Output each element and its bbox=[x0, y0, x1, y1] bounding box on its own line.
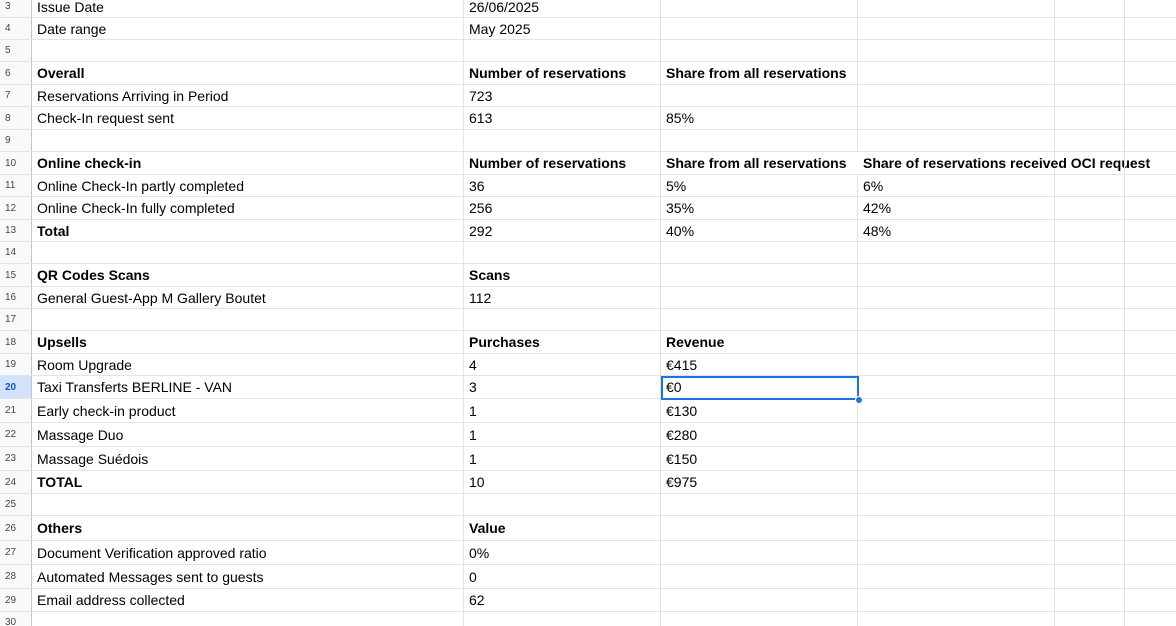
cell-d7[interactable] bbox=[858, 85, 1055, 106]
sheet-row-19 bbox=[0, 354, 1176, 376]
sheet-row-13 bbox=[0, 220, 1176, 242]
cell-b25[interactable] bbox=[464, 494, 661, 515]
cell-d10[interactable]: Share of reservations received OCI request bbox=[858, 152, 1055, 174]
sheet-row-18 bbox=[0, 331, 1176, 354]
cell-f6[interactable] bbox=[1125, 62, 1176, 84]
sheet-row-11 bbox=[0, 175, 1176, 197]
row-header[interactable]: 17 bbox=[0, 309, 32, 330]
cell-c27[interactable] bbox=[661, 541, 858, 564]
row-header[interactable]: 18 bbox=[0, 331, 32, 353]
row-header[interactable]: 29 bbox=[0, 589, 32, 611]
cell-f27[interactable] bbox=[1125, 541, 1176, 564]
sheet-row-22 bbox=[0, 423, 1176, 447]
cell-b21[interactable]: 1 bbox=[464, 399, 661, 422]
cell-b9[interactable] bbox=[464, 130, 661, 151]
cell-a17[interactable] bbox=[32, 309, 464, 330]
cell-a5[interactable] bbox=[32, 40, 464, 61]
cell-d5[interactable] bbox=[858, 40, 1055, 61]
row-header[interactable]: 16 bbox=[0, 287, 32, 308]
row-header[interactable]: 11 bbox=[0, 175, 32, 196]
cell-e23[interactable] bbox=[1055, 447, 1125, 470]
cell-e7[interactable] bbox=[1055, 85, 1125, 106]
cell-f22[interactable] bbox=[1125, 423, 1176, 446]
cell-e9[interactable] bbox=[1055, 130, 1125, 151]
cell-b30[interactable] bbox=[464, 612, 661, 626]
cell-f5[interactable] bbox=[1125, 40, 1176, 61]
cell-a18[interactable]: Upsells bbox=[32, 331, 464, 353]
cell-a23[interactable]: Massage Suédois bbox=[32, 447, 464, 470]
row-header[interactable]: 15 bbox=[0, 264, 32, 286]
cell-c9[interactable] bbox=[661, 130, 858, 151]
cell-c11[interactable]: 5% bbox=[661, 175, 858, 196]
fill-handle[interactable] bbox=[855, 396, 863, 404]
cell-d14[interactable] bbox=[858, 242, 1055, 263]
cell-e19[interactable] bbox=[1055, 354, 1125, 375]
cell-a8[interactable]: Check-In request sent bbox=[32, 107, 464, 129]
cell-f9[interactable] bbox=[1125, 130, 1176, 151]
row-header[interactable]: 12 bbox=[0, 197, 32, 219]
cell-d4[interactable] bbox=[858, 18, 1055, 39]
cell-b7[interactable]: 723 bbox=[464, 85, 661, 106]
cell-c16[interactable] bbox=[661, 287, 858, 308]
cell-a26[interactable]: Others bbox=[32, 516, 464, 540]
cell-c6[interactable]: Share from all reservations bbox=[661, 62, 858, 84]
cell-e20[interactable] bbox=[1055, 376, 1125, 398]
row-header[interactable]: 30 bbox=[0, 612, 32, 626]
row-header[interactable]: 9 bbox=[0, 130, 32, 151]
cell-c18[interactable]: Revenue bbox=[661, 331, 858, 353]
row-header[interactable]: 13 bbox=[0, 220, 32, 241]
cell-a9[interactable] bbox=[32, 130, 464, 151]
cell-a7[interactable]: Reservations Arriving in Period bbox=[32, 85, 464, 106]
cell-f28[interactable] bbox=[1125, 565, 1176, 588]
cell-e6[interactable] bbox=[1055, 62, 1125, 84]
cell-d9[interactable] bbox=[858, 130, 1055, 151]
cell-c30[interactable] bbox=[661, 612, 858, 626]
cell-e21[interactable] bbox=[1055, 399, 1125, 422]
cell-b26[interactable]: Value bbox=[464, 516, 661, 540]
cell-c5[interactable] bbox=[661, 40, 858, 61]
cell-a22[interactable]: Massage Duo bbox=[32, 423, 464, 446]
cell-f7[interactable] bbox=[1125, 85, 1176, 106]
cell-d21[interactable] bbox=[858, 399, 1055, 422]
cell-b17[interactable] bbox=[464, 309, 661, 330]
cell-b16[interactable]: 112 bbox=[464, 287, 661, 308]
cell-b12[interactable]: 256 bbox=[464, 197, 661, 219]
cell-e4[interactable] bbox=[1055, 18, 1125, 39]
sheet-row-28 bbox=[0, 565, 1176, 589]
cell-d20[interactable] bbox=[858, 376, 1055, 398]
cell-c24[interactable]: €975 bbox=[661, 471, 858, 493]
cell-b13[interactable]: 292 bbox=[464, 220, 661, 241]
cell-b14[interactable] bbox=[464, 242, 661, 263]
row-header[interactable]: 26 bbox=[0, 516, 32, 540]
cell-b19[interactable]: 4 bbox=[464, 354, 661, 375]
cell-f10[interactable] bbox=[1125, 152, 1176, 174]
row-header[interactable]: 7 bbox=[0, 85, 32, 106]
cell-f3[interactable] bbox=[1125, 0, 1176, 17]
cell-d12[interactable]: 42% bbox=[858, 197, 1055, 219]
cell-c21[interactable]: €130 bbox=[661, 399, 858, 422]
cell-f18[interactable] bbox=[1125, 331, 1176, 353]
cell-c25[interactable] bbox=[661, 494, 858, 515]
cell-a30[interactable] bbox=[32, 612, 464, 626]
cell-d19[interactable] bbox=[858, 354, 1055, 375]
sheet-row-23 bbox=[0, 447, 1176, 471]
sheet-row-26 bbox=[0, 516, 1176, 541]
cell-d6[interactable] bbox=[858, 62, 1055, 84]
cell-b23[interactable]: 1 bbox=[464, 447, 661, 470]
row-header[interactable]: 28 bbox=[0, 565, 32, 588]
cell-e13[interactable] bbox=[1055, 220, 1125, 241]
cell-e25[interactable] bbox=[1055, 494, 1125, 515]
sheet-row-24 bbox=[0, 471, 1176, 494]
cell-f15[interactable] bbox=[1125, 264, 1176, 286]
row-header[interactable]: 24 bbox=[0, 471, 32, 493]
cell-f29[interactable] bbox=[1125, 589, 1176, 611]
sheet-row-8 bbox=[0, 107, 1176, 130]
row-header[interactable]: 21 bbox=[0, 399, 32, 422]
cell-d27[interactable] bbox=[858, 541, 1055, 564]
cell-e16[interactable] bbox=[1055, 287, 1125, 308]
cell-b8[interactable]: 613 bbox=[464, 107, 661, 129]
cell-e29[interactable] bbox=[1055, 589, 1125, 611]
cell-e11[interactable] bbox=[1055, 175, 1125, 196]
cell-e10[interactable] bbox=[1055, 152, 1125, 174]
cell-e28[interactable] bbox=[1055, 565, 1125, 588]
sheet-row-17 bbox=[0, 309, 1176, 331]
sheet-row-3 bbox=[0, 0, 1176, 18]
cell-f16[interactable] bbox=[1125, 287, 1176, 308]
cell-e27[interactable] bbox=[1055, 541, 1125, 564]
cell-f20[interactable] bbox=[1125, 376, 1176, 398]
row-header[interactable]: 19 bbox=[0, 354, 32, 375]
cell-a27[interactable]: Document Verification approved ratio bbox=[32, 541, 464, 564]
cell-e22[interactable] bbox=[1055, 423, 1125, 446]
row-header[interactable]: 27 bbox=[0, 541, 32, 564]
sheet-row-16 bbox=[0, 287, 1176, 309]
sheet-row-20 bbox=[0, 376, 1176, 399]
cell-f21[interactable] bbox=[1125, 399, 1176, 422]
cell-a28[interactable]: Automated Messages sent to guests bbox=[32, 565, 464, 588]
cell-d26[interactable] bbox=[858, 516, 1055, 540]
cell-c22[interactable]: €280 bbox=[661, 423, 858, 446]
cell-a13[interactable]: Total bbox=[32, 220, 464, 241]
cell-e8[interactable] bbox=[1055, 107, 1125, 129]
row-header[interactable]: 8 bbox=[0, 107, 32, 129]
sheet-row-4 bbox=[0, 18, 1176, 40]
sheet-row-15 bbox=[0, 264, 1176, 287]
row-header[interactable]: 14 bbox=[0, 242, 32, 263]
cell-d8[interactable] bbox=[858, 107, 1055, 129]
cell-c10[interactable]: Share from all reservations bbox=[666, 155, 847, 171]
cell-b3[interactable]: 26/06/2025 bbox=[464, 0, 661, 17]
cell-b20[interactable]: 3 bbox=[464, 376, 661, 398]
cell-c26[interactable] bbox=[661, 516, 858, 540]
cell-e14[interactable] bbox=[1055, 242, 1125, 263]
row-header[interactable]: 3 bbox=[0, 0, 32, 17]
sheet-row-7 bbox=[0, 85, 1176, 107]
sheet-row-29 bbox=[0, 589, 1176, 612]
cell-d17[interactable] bbox=[858, 309, 1055, 330]
row-header[interactable]: 6 bbox=[0, 62, 32, 84]
cell-a3[interactable]: Issue Date bbox=[32, 0, 464, 17]
cell-f30[interactable] bbox=[1125, 612, 1176, 626]
cell-f13[interactable] bbox=[1125, 220, 1176, 241]
cell-e15[interactable] bbox=[1055, 264, 1125, 286]
cell-e18[interactable] bbox=[1055, 331, 1125, 353]
sheet-row-6 bbox=[0, 62, 1176, 85]
cell-d3[interactable] bbox=[858, 0, 1055, 17]
row-header[interactable]: 10 bbox=[0, 152, 32, 174]
cell-c13[interactable]: 40% bbox=[661, 220, 858, 241]
cell-d30[interactable] bbox=[858, 612, 1055, 626]
cell-b5[interactable] bbox=[464, 40, 661, 61]
cell-d22[interactable] bbox=[858, 423, 1055, 446]
cell-c4[interactable] bbox=[661, 18, 858, 39]
cell-e17[interactable] bbox=[1055, 309, 1125, 330]
cell-c29[interactable] bbox=[661, 589, 858, 611]
sheet-row-10 bbox=[0, 152, 1176, 175]
sheet-row-14 bbox=[0, 242, 1176, 264]
row-header[interactable]: 23 bbox=[0, 447, 32, 470]
row-header[interactable]: 4 bbox=[0, 18, 32, 39]
cell-d16[interactable] bbox=[858, 287, 1055, 308]
cell-d25[interactable] bbox=[858, 494, 1055, 515]
cell-a15[interactable]: QR Codes Scans bbox=[32, 264, 464, 286]
cell-c17[interactable] bbox=[661, 309, 858, 330]
cell-b27[interactable]: 0% bbox=[464, 541, 661, 564]
cell-f23[interactable] bbox=[1125, 447, 1176, 470]
cell-a24[interactable]: TOTAL bbox=[32, 471, 464, 493]
cell-f11[interactable] bbox=[1125, 175, 1176, 196]
cell-d15[interactable] bbox=[858, 264, 1055, 286]
cell-d11[interactable]: 6% bbox=[858, 175, 1055, 196]
cell-c23[interactable]: €150 bbox=[661, 447, 858, 470]
cell-a6[interactable]: Overall bbox=[32, 62, 464, 84]
cell-f4[interactable] bbox=[1125, 18, 1176, 39]
cell-b15[interactable]: Scans bbox=[464, 264, 661, 286]
cell-d13[interactable]: 48% bbox=[858, 220, 1055, 241]
cell-c20[interactable]: €0 bbox=[661, 376, 858, 398]
sheet-row-27 bbox=[0, 541, 1176, 565]
cell-b10[interactable]: Number of reservations bbox=[464, 152, 661, 174]
cell-d29[interactable] bbox=[858, 589, 1055, 611]
sheet-row-9 bbox=[0, 130, 1176, 152]
cell-b24[interactable]: 10 bbox=[464, 471, 661, 493]
sheet-row-5 bbox=[0, 40, 1176, 62]
cell-a16[interactable]: General Guest-App M Gallery Boutet bbox=[32, 287, 464, 308]
cell-e3[interactable] bbox=[1055, 0, 1125, 17]
cell-f14[interactable] bbox=[1125, 242, 1176, 263]
cell-a19[interactable]: Room Upgrade bbox=[32, 354, 464, 375]
cell-d23[interactable] bbox=[858, 447, 1055, 470]
cell-c8[interactable]: 85% bbox=[661, 107, 858, 129]
cell-b28[interactable]: 0 bbox=[464, 565, 661, 588]
sheet-row-30 bbox=[0, 612, 1176, 626]
cell-e12[interactable] bbox=[1055, 197, 1125, 219]
cell-e30[interactable] bbox=[1055, 612, 1125, 626]
cell-c28[interactable] bbox=[661, 565, 858, 588]
cell-a29[interactable]: Email address collected bbox=[32, 589, 464, 611]
cell-a25[interactable] bbox=[32, 494, 464, 515]
cell-c12[interactable]: 35% bbox=[661, 197, 858, 219]
cell-f26[interactable] bbox=[1125, 516, 1176, 540]
cell-b11[interactable]: 36 bbox=[464, 175, 661, 196]
cell-b29[interactable]: 62 bbox=[464, 589, 661, 611]
cell-f17[interactable] bbox=[1125, 309, 1176, 330]
cell-b22[interactable]: 1 bbox=[464, 423, 661, 446]
row-header[interactable]: 5 bbox=[0, 40, 32, 61]
cell-a14[interactable] bbox=[32, 242, 464, 263]
cell-a21[interactable]: Early check-in product bbox=[32, 399, 464, 422]
cell-f12[interactable] bbox=[1125, 197, 1176, 219]
cell-a12[interactable]: Online Check-In fully completed bbox=[32, 197, 464, 219]
cell-c7[interactable] bbox=[661, 85, 858, 106]
sheet-row-21 bbox=[0, 399, 1176, 423]
cell-e26[interactable] bbox=[1055, 516, 1125, 540]
cell-e24[interactable] bbox=[1055, 471, 1125, 493]
cell-d18[interactable] bbox=[858, 331, 1055, 353]
cell-a20[interactable]: Taxi Transferts BERLINE - VAN bbox=[32, 376, 464, 398]
cell-b6[interactable]: Number of reservations bbox=[464, 62, 661, 84]
cell-a11[interactable]: Online Check-In partly completed bbox=[32, 175, 464, 196]
sheet-row-12 bbox=[0, 197, 1176, 220]
cell-f8[interactable] bbox=[1125, 107, 1176, 129]
cell-d28[interactable] bbox=[858, 565, 1055, 588]
row-header[interactable]: 22 bbox=[0, 423, 32, 446]
cell-a10[interactable]: Online check-in bbox=[32, 152, 464, 174]
cell-c3[interactable] bbox=[661, 0, 858, 17]
cell-f25[interactable] bbox=[1125, 494, 1176, 515]
cell-a4[interactable]: Date range bbox=[32, 18, 464, 39]
cell-e5[interactable] bbox=[1055, 40, 1125, 61]
row-header[interactable]: 20 bbox=[0, 376, 32, 398]
cell-b4[interactable]: May 2025 bbox=[464, 18, 661, 39]
cell-f19[interactable] bbox=[1125, 354, 1176, 375]
cell-d24[interactable] bbox=[858, 471, 1055, 493]
sheet-row-25 bbox=[0, 494, 1176, 516]
row-header[interactable]: 25 bbox=[0, 494, 32, 515]
cell-c14[interactable] bbox=[661, 242, 858, 263]
cell-c19[interactable]: €415 bbox=[661, 354, 858, 375]
cell-f24[interactable] bbox=[1125, 471, 1176, 493]
cell-b18[interactable]: Purchases bbox=[464, 331, 661, 353]
cell-c15[interactable] bbox=[661, 264, 858, 286]
